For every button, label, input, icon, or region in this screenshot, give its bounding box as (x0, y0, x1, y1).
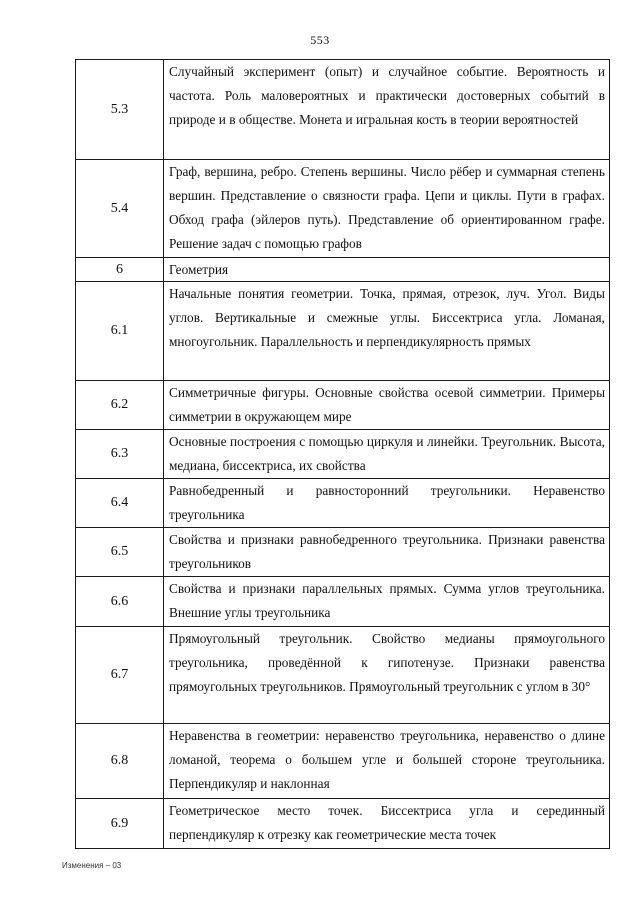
row-number: 6.7 (76, 627, 164, 723)
row-number: 5.3 (76, 60, 164, 159)
row-description: Прямоугольный треугольник. Свойство медианы прямоугольного треугольника, проведённой к гипотенузе. Признаки равенства прямоугольных треугольников. Прямоугольный треугольник с углом в 30° (164, 627, 610, 723)
row-description: Свойства и признаки параллельных прямых. Сумма углов треугольника. Внешние углы треугольника (164, 577, 610, 626)
table-row (76, 577, 610, 627)
table-row (76, 627, 610, 724)
row-description: Равнобедренный и равносторонний треугольники. Неравенство треугольника (164, 479, 610, 527)
row-number: 6.4 (76, 479, 164, 527)
table-row (76, 282, 610, 381)
table-row (76, 381, 610, 430)
row-number: 6.1 (76, 282, 164, 380)
table-row (76, 258, 610, 282)
row-description: Основные построения с помощью циркуля и линейки. Треугольник. Высота, медиана, биссектриса, их свойства (164, 430, 610, 478)
table-row (76, 724, 610, 799)
page-number: 553 (310, 33, 330, 47)
table-row (76, 160, 610, 258)
row-description: Геометрия (164, 258, 610, 281)
row-description: Граф, вершина, ребро. Степень вершины. Число рёбер и суммарная степень вершин. Представление о связности графа. Цепи и циклы. Пути в графах. Обход графа (эйлеров путь). Представление об ориентированном графе. Решение задач с помощью графов (164, 160, 610, 257)
row-number: 6.6 (76, 577, 164, 626)
row-number: 5.4 (76, 160, 164, 257)
row-number: 6.5 (76, 528, 164, 576)
row-description: Свойства и признаки равнобедренного треугольника. Признаки равенства треугольников (164, 528, 610, 576)
row-number: 6 (76, 258, 164, 281)
row-description: Неравенства в геометрии: неравенство треугольника, неравенство о длине ломаной, теорема о большем угле и большей стороне треугольника. Перпендикуляр и наклонная (164, 724, 610, 798)
row-number: 6.2 (76, 381, 164, 429)
curriculum-table (75, 59, 610, 849)
row-description: Симметричные фигуры. Основные свойства осевой симметрии. Примеры симметрии в окружающем мире (164, 381, 610, 429)
row-number: 6.3 (76, 430, 164, 478)
table-row (76, 799, 610, 849)
row-number: 6.8 (76, 724, 164, 798)
table-row (76, 479, 610, 528)
row-description: Случайный эксперимент (опыт) и случайное событие. Вероятность и частота. Роль маловероятных и практически достоверных событий в природе и в обществе. Монета и игральная кость в теории вероятностей (164, 60, 610, 159)
revision-footer: Изменения – 03 (62, 861, 122, 870)
row-number: 6.9 (76, 799, 164, 848)
table-row (76, 60, 610, 160)
row-description: Начальные понятия геометрии. Точка, прямая, отрезок, луч. Угол. Виды углов. Вертикальные и смежные углы. Биссектриса угла. Ломаная, многоугольник. Параллельность и перпендикулярность прямых (164, 282, 610, 380)
table-row (76, 430, 610, 479)
table-row (76, 528, 610, 577)
row-description: Геометрическое место точек. Биссектриса угла и серединный перпендикуляр к отрезку как геометрические места точек (164, 799, 610, 848)
